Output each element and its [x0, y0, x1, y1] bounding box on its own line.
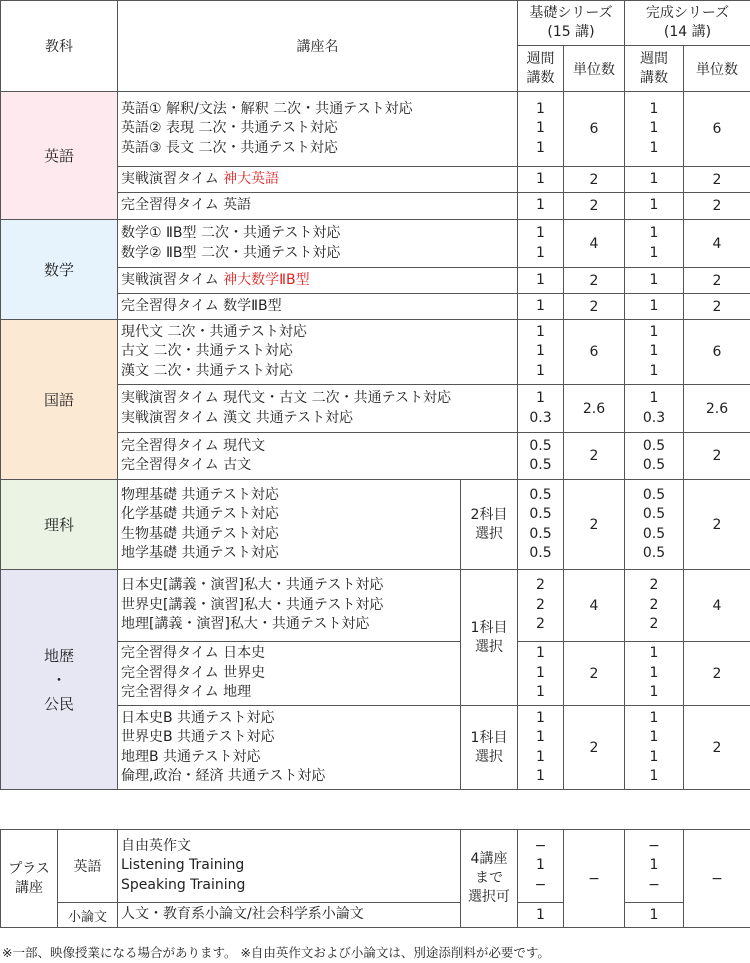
course-name: 地理B 共通テスト対応 [121, 748, 261, 765]
weekly-value: 1 [536, 390, 545, 406]
course-name: 生物基礎 共通テスト対応 [121, 525, 279, 542]
course-cell [118, 268, 518, 294]
course-name: 地理[講義・演習]私大・共通テスト対応 [121, 616, 370, 633]
kansei-units-cell: 2 [684, 294, 750, 320]
kansei-units-cell: 6 [684, 92, 750, 167]
kansei-units-cell: 2 [684, 433, 750, 480]
plus-essay-course: 人文・教育系小論文/社会科学系小論文 [118, 903, 461, 928]
course-cell [118, 220, 518, 268]
plus-essay-subject: 小論文 [58, 903, 118, 928]
weekly-value: 2 [536, 577, 545, 594]
kansei-weekly-cell [625, 167, 684, 193]
weekly-value: 1 [649, 244, 659, 261]
selection-line: 選択可 [468, 889, 510, 905]
course-name: 完全習得タイム 日本史 [121, 645, 266, 662]
weekly-value: 1 [649, 362, 659, 379]
lessons-label: 講数 [526, 69, 555, 86]
kiso-units-cell: 4 [564, 570, 625, 642]
plus-label-line-2: 講座 [15, 879, 43, 896]
subject-cell: 理科 [1, 480, 118, 570]
kiso-units-cell: 6 [564, 92, 625, 167]
course-name: 日本史[講義・演習]私大・共通テスト対応 [121, 577, 384, 594]
weekly-value: 0.5 [642, 506, 666, 522]
weekly-value: 1 [649, 271, 659, 288]
selection-line: 選択 [475, 525, 503, 542]
weekly-value: 0.5 [529, 525, 552, 542]
kansei-weekly-cell [625, 480, 684, 570]
weekly-value: − [534, 876, 547, 893]
course-cell [118, 570, 461, 642]
weekly-value: 1 [649, 170, 659, 187]
course-name: 地学基礎 共通テスト対応 [121, 545, 279, 561]
kansei-units-cell: 2 [684, 480, 750, 570]
kiso-weekly-cell [518, 220, 564, 268]
weekly-value: 1 [536, 139, 545, 156]
selection-line: 1科目 [470, 729, 508, 746]
weekly-value: 1 [649, 120, 659, 137]
weekly-value: 1 [536, 323, 545, 340]
weekly-value: 1 [536, 170, 545, 187]
kansei-units-cell: 2 [684, 167, 750, 193]
footnote: ※一部、映像授業になる場合があります。 ※自由英作文および小論文は、別途添削料が必要です。 [2, 945, 550, 960]
weekly-value: 1 [649, 225, 659, 241]
kiso-weekly-cell [518, 642, 564, 706]
selection-line: まで [475, 870, 503, 886]
weekly-value: 1 [649, 768, 659, 784]
kiso-series-count: (15 講) [547, 24, 595, 40]
weekly-value: 1 [649, 664, 659, 681]
course-cell [118, 642, 461, 706]
weekly-value: 1 [536, 197, 545, 214]
course-cell [118, 92, 518, 167]
course-name: 実戦演習タイム 現代文・古文 二次・共通テスト対応 [121, 390, 452, 406]
course-cell [118, 706, 461, 790]
weekly-label: 週間 [526, 50, 555, 67]
kiso-weekly-cell [518, 92, 564, 167]
kiso-units-cell: 2 [564, 642, 625, 706]
kansei-units-cell: 4 [684, 220, 750, 268]
weekly-value: 1 [649, 390, 659, 406]
course-highlight: 神大数学ⅡB型 [223, 271, 310, 288]
kansei-weekly-cell [625, 268, 684, 294]
kiso-weekly-cell [518, 570, 564, 642]
kiso-units-cell: 2 [564, 268, 625, 294]
kansei-weekly-cell [625, 570, 684, 642]
weekly-value: 0.5 [529, 545, 552, 561]
kansei-units-cell: 2 [684, 706, 750, 790]
plus-kansei-units: − [684, 830, 750, 928]
weekly-value: 1 [536, 645, 545, 662]
weekly-value: 0.3 [529, 409, 552, 426]
weekly-value: 1 [536, 100, 545, 117]
weekly-value: 1 [649, 645, 659, 662]
subject-header: 教科 [1, 1, 118, 92]
kiso-weekly-cell [518, 193, 564, 220]
weekly-value: − [534, 837, 547, 854]
weekly-value: 1 [649, 139, 659, 156]
kansei-units-cell: 2 [684, 642, 750, 706]
course-name: 古文 二次・共通テスト対応 [121, 343, 293, 360]
kiso-weekly-cell [518, 385, 564, 433]
kansei-weekly-cell [625, 706, 684, 790]
kansei-weekly-cell [625, 193, 684, 220]
course-name: 完全習得タイム 古文 [121, 457, 252, 473]
subject-cell: 数学 [1, 220, 118, 320]
subject-cell: 国語 [1, 320, 118, 480]
kiso-weekly-cell [518, 167, 564, 193]
weekly-value: 2 [536, 616, 545, 633]
weekly-value: 1 [649, 709, 659, 726]
kiso-units-cell: 2 [564, 167, 625, 193]
kiso-units-cell: 2 [564, 193, 625, 220]
course-name: 現代文 二次・共通テスト対応 [121, 323, 307, 340]
course-name: 日本史B 共通テスト対応 [121, 709, 275, 726]
course-cell [118, 193, 518, 220]
plus-kiso-units: − [564, 830, 625, 928]
kansei-weekly-cell [625, 320, 684, 385]
course-name: 英語② 表現 二次・共通テスト対応 [121, 120, 338, 137]
subject-line: ・ [51, 670, 67, 689]
lessons-label: 講数 [640, 69, 668, 86]
weekly-value: 1 [536, 684, 545, 701]
selection-line: 選択 [475, 748, 503, 765]
course-name: 英語① 解釈/文法・解釈 二次・共通テスト対応 [121, 100, 413, 117]
weekly-value: 2 [649, 596, 659, 613]
plus-english-selection [461, 830, 518, 928]
course-prefix: 実戦演習タイム [121, 271, 224, 288]
subject-line: 公民 [43, 694, 74, 713]
kiso-units-cell: 2.6 [564, 385, 625, 433]
weekly-value: 2 [649, 577, 659, 594]
weekly-value: 1 [536, 709, 545, 726]
selection-line: 1科目 [470, 619, 508, 636]
course-name: 完全習得タイム 現代文 [121, 437, 266, 454]
curriculum-body [1, 92, 750, 790]
weekly-value: 1 [536, 297, 545, 314]
kiso-weekly-header [518, 46, 564, 92]
selection-line: 選択 [475, 638, 503, 655]
course-name: 完全習得タイム 地理 [121, 684, 252, 701]
course-name: 英語③ 長文 二次・共通テスト対応 [121, 139, 338, 156]
weekly-value: 1 [649, 857, 659, 874]
weekly-value: 1 [649, 323, 659, 340]
course-cell [118, 294, 518, 320]
selection-line: 4講座 [470, 851, 508, 867]
weekly-value: 0.5 [642, 525, 666, 542]
course-header: 講座名 [118, 1, 518, 92]
weekly-value: 1 [649, 748, 659, 765]
weekly-value: 0.5 [529, 457, 552, 473]
course-name: Listening Training [121, 857, 245, 874]
kiso-units-cell: 2 [564, 480, 625, 570]
course-name: 数学② ⅡB型 二次・共通テスト対応 [121, 244, 341, 261]
kansei-weekly-cell [625, 642, 684, 706]
weekly-value: 2 [536, 596, 545, 613]
course-name: 倫理,政治・経済 共通テスト対応 [121, 768, 326, 784]
course-name: 化学基礎 共通テスト対応 [121, 506, 279, 522]
plus-english-kansei-weekly [625, 830, 684, 903]
weekly-value: 1 [649, 197, 659, 214]
weekly-value: − [648, 837, 660, 854]
course-name: Speaking Training [121, 876, 246, 893]
course-name: 数学① ⅡB型 二次・共通テスト対応 [121, 225, 341, 241]
kiso-weekly-cell [518, 294, 564, 320]
course-name: 完全習得タイム 英語 [121, 197, 252, 214]
kiso-units-cell: 2 [564, 706, 625, 790]
weekly-value: 1 [649, 297, 659, 314]
selection-note [461, 570, 518, 706]
weekly-value: 1 [649, 343, 659, 360]
kiso-weekly-cell [518, 480, 564, 570]
weekly-value: 0.5 [642, 486, 666, 503]
weekly-value: 1 [536, 857, 545, 874]
weekly-value: 0.5 [529, 486, 552, 503]
course-name: 完全習得タイム 世界史 [121, 664, 266, 681]
weekly-value: 2 [649, 616, 659, 633]
course-highlight: 神大英語 [223, 170, 280, 187]
course-name: 世界史[講義・演習]私大・共通テスト対応 [121, 596, 384, 613]
course-name [121, 271, 517, 291]
weekly-value: 0.5 [642, 437, 666, 454]
weekly-value: 0.5 [529, 506, 552, 522]
weekly-value: 0.5 [529, 437, 552, 454]
kansei-series-title: 完成シリーズ [645, 5, 730, 21]
course-name: 実戦演習タイム 漢文 共通テスト対応 [121, 409, 354, 426]
kiso-series-header [518, 1, 625, 46]
course-cell [118, 320, 518, 385]
kansei-units-cell: 2.6 [684, 385, 750, 433]
kiso-series-title: 基礎シリーズ [529, 5, 613, 21]
weekly-value: 1 [536, 729, 545, 745]
weekly-value: − [648, 876, 660, 893]
weekly-value: 1 [536, 244, 545, 261]
plus-english-courses [118, 830, 461, 903]
kansei-series-count: (14 講) [663, 24, 712, 40]
selection-note [461, 480, 518, 570]
weekly-value: 0.3 [642, 409, 666, 426]
course-name: 漢文 二次・共通テスト対応 [121, 362, 293, 379]
selection-line: 2科目 [470, 506, 508, 523]
plus-label-line-1: プラス [8, 860, 50, 877]
course-cell [118, 480, 461, 570]
weekly-value: 1 [536, 362, 545, 379]
course-cell [118, 385, 518, 433]
course-cell [118, 433, 518, 480]
kansei-series-header [625, 1, 750, 46]
kansei-weekly-cell [625, 385, 684, 433]
subject-cell: 英語 [1, 92, 118, 220]
kansei-weekly-cell [625, 220, 684, 268]
weekly-value: 1 [536, 664, 545, 681]
kiso-units-cell: 2 [564, 433, 625, 480]
weekly-value: 1 [649, 100, 659, 117]
weekly-value: 1 [536, 768, 545, 784]
course-name [121, 170, 517, 190]
kansei-units-cell: 6 [684, 320, 750, 385]
weekly-value: 0.5 [642, 545, 666, 561]
plus-english-kiso-weekly [518, 830, 564, 903]
kiso-weekly-cell [518, 268, 564, 294]
selection-note [461, 706, 518, 790]
course-cell [118, 167, 518, 193]
plus-english-subject: 英語 [58, 830, 118, 903]
weekly-value: 1 [536, 748, 545, 765]
weekly-value: 1 [649, 684, 659, 701]
kiso-weekly-cell [518, 433, 564, 480]
plus-essay-kansei-weekly: 1 [625, 903, 684, 928]
weekly-label: 週間 [640, 50, 668, 67]
course-name: 物理基礎 共通テスト対応 [121, 486, 279, 503]
subject-cell [1, 570, 118, 790]
weekly-value: 1 [536, 120, 545, 137]
kiso-weekly-cell [518, 320, 564, 385]
weekly-value: 0.5 [642, 457, 666, 473]
kansei-weekly-header [625, 46, 684, 92]
course-name: 世界史B 共通テスト対応 [121, 729, 275, 745]
kansei-weekly-cell [625, 294, 684, 320]
subject-line: 地歴 [43, 646, 74, 665]
kiso-units-cell: 6 [564, 320, 625, 385]
kansei-weekly-cell [625, 433, 684, 480]
weekly-value: 1 [649, 729, 659, 745]
kansei-units-header: 単位数 [684, 46, 750, 92]
kansei-units-cell: 2 [684, 268, 750, 294]
course-name: 完全習得タイム 数学ⅡB型 [121, 297, 282, 314]
course-name: 自由英作文 [121, 837, 191, 854]
kiso-units-header: 単位数 [564, 46, 625, 92]
plus-essay-kiso-weekly: 1 [518, 903, 564, 928]
weekly-value: 1 [536, 271, 545, 288]
kansei-units-cell: 2 [684, 193, 750, 220]
kiso-units-cell: 2 [564, 294, 625, 320]
course-prefix: 実戦演習タイム [121, 170, 224, 187]
plus-course-label [1, 830, 58, 928]
kiso-weekly-cell [518, 706, 564, 790]
weekly-value: 1 [536, 343, 545, 360]
weekly-value: 1 [536, 225, 545, 241]
kansei-units-cell: 4 [684, 570, 750, 642]
plus-course-table [0, 829, 750, 928]
kiso-units-cell: 4 [564, 220, 625, 268]
kansei-weekly-cell [625, 92, 684, 167]
